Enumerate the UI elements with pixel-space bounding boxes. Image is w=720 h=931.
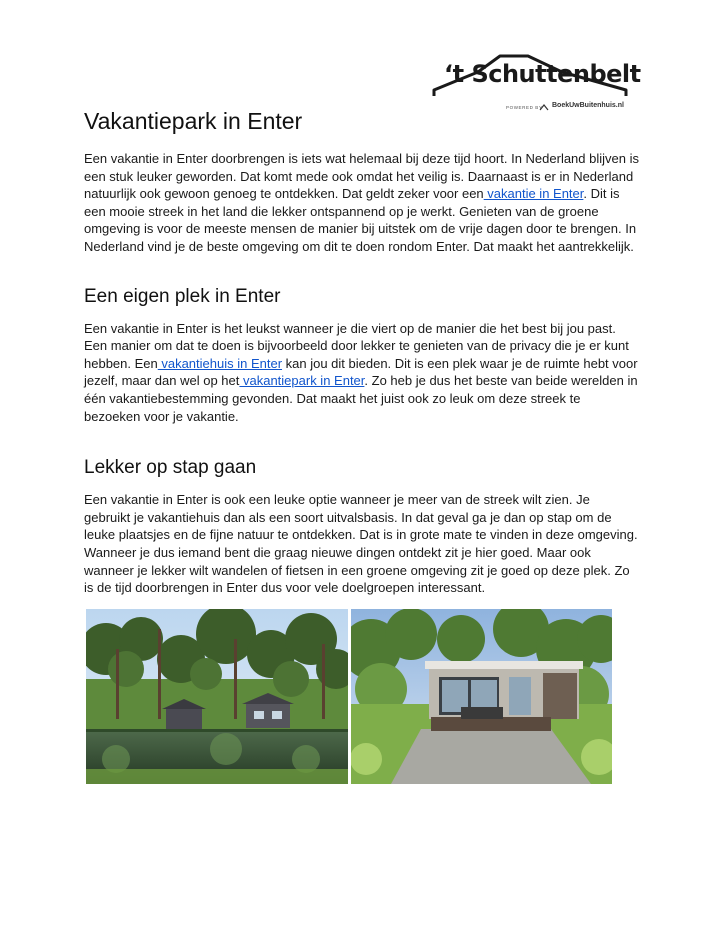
intro-text-1: Een vakantie in Enter doorbrengen is iets wat helemaal bij deze tijd hoort. In Nederland blijven is een stuk leuker geworden. Dat komt mede ook omdat het veilig is. Daarnaast is er in Nederland natuurlijk ook gewoon genoeg te ontdekken. Dat geldt zeker voor een bbox=[84, 151, 639, 202]
intro-text-2: . Dit is een mooie streek in het land die lekker ontspannend op je werkt. Genieten van de groene omgeving is voor de meeste mensen de manier bij uitstek om de vrije dagen door te brengen. In Nederland vind je de beste omgeving om dit te doen rondom Enter. Dat maakt het aantrekkelijk. bbox=[84, 186, 637, 254]
section2-text-3: . Zo heb je dus het beste van beide werelden in één vakantiebestemming gevonden. Dat maakt het juist ook zo leuk om deze streek te bezoeken voor je vakantie. bbox=[84, 373, 638, 424]
link-vakantie-in-enter[interactable]: vakantie in Enter bbox=[483, 186, 584, 202]
photo-strip bbox=[86, 609, 612, 784]
link-vakantiepark-in-enter[interactable]: vakantiepark in Enter bbox=[239, 373, 365, 389]
link-vakantiehuis-in-enter[interactable]: vakantiehuis in Enter bbox=[157, 355, 283, 371]
section-heading-eigen-plek: Een eigen plek in Enter bbox=[84, 285, 281, 307]
document-body bbox=[84, 104, 639, 597]
page-title: Vakantiepark in Enter bbox=[84, 108, 303, 134]
logo-sub-brand: BoekUwBuitenhuis.nl bbox=[552, 102, 624, 109]
section2-text-1: Een vakantie in Enter is het leukst wanneer je die viert op de manier die het best bij jou past. Een manier om dat te doen is bijvoorbeeld door lekker te genieten van de privacy die je er kunt hebben. Een bbox=[84, 320, 629, 371]
section-paragraph-op-stap: Een vakantie in Enter is ook een leuke optie wanneer je meer van de streek wilt zien. Je gebruikt je vakantiehuis dan als een soort uitvalsbasis. In dat geval ga je dan op stap om de leuke plaatsjes en de fijne natuur te ontdekken. Dat is in grote mate te vinden in deze omgeving. Wanneer je dus iemand bent die graag nieuwe dingen ontdekt zit je hier goed. Maar ook wanneer je lekker wilt wandelen of fietsen in een groene omgeving zit je goed op deze plek. Zo is de tijd doorbrengen in Enter dus voor vele doelgroepen interessant. bbox=[84, 492, 638, 596]
section2-text-2: kan jou dit bieden. Dit is een plek waar je de ruimte hebt voor jezelf, maar dan wel op het bbox=[84, 355, 638, 389]
section-heading-op-stap: Lekker op stap gaan bbox=[84, 457, 257, 479]
intro-paragraph bbox=[84, 150, 639, 256]
logo-wordmark: ‘t Schuttenbelt bbox=[444, 60, 641, 88]
section-paragraph-eigen-plek bbox=[84, 320, 639, 426]
park-pond-photo bbox=[86, 609, 348, 784]
holiday-house-photo bbox=[351, 609, 612, 784]
logo-powered-by: POWERED BY bbox=[506, 105, 543, 110]
